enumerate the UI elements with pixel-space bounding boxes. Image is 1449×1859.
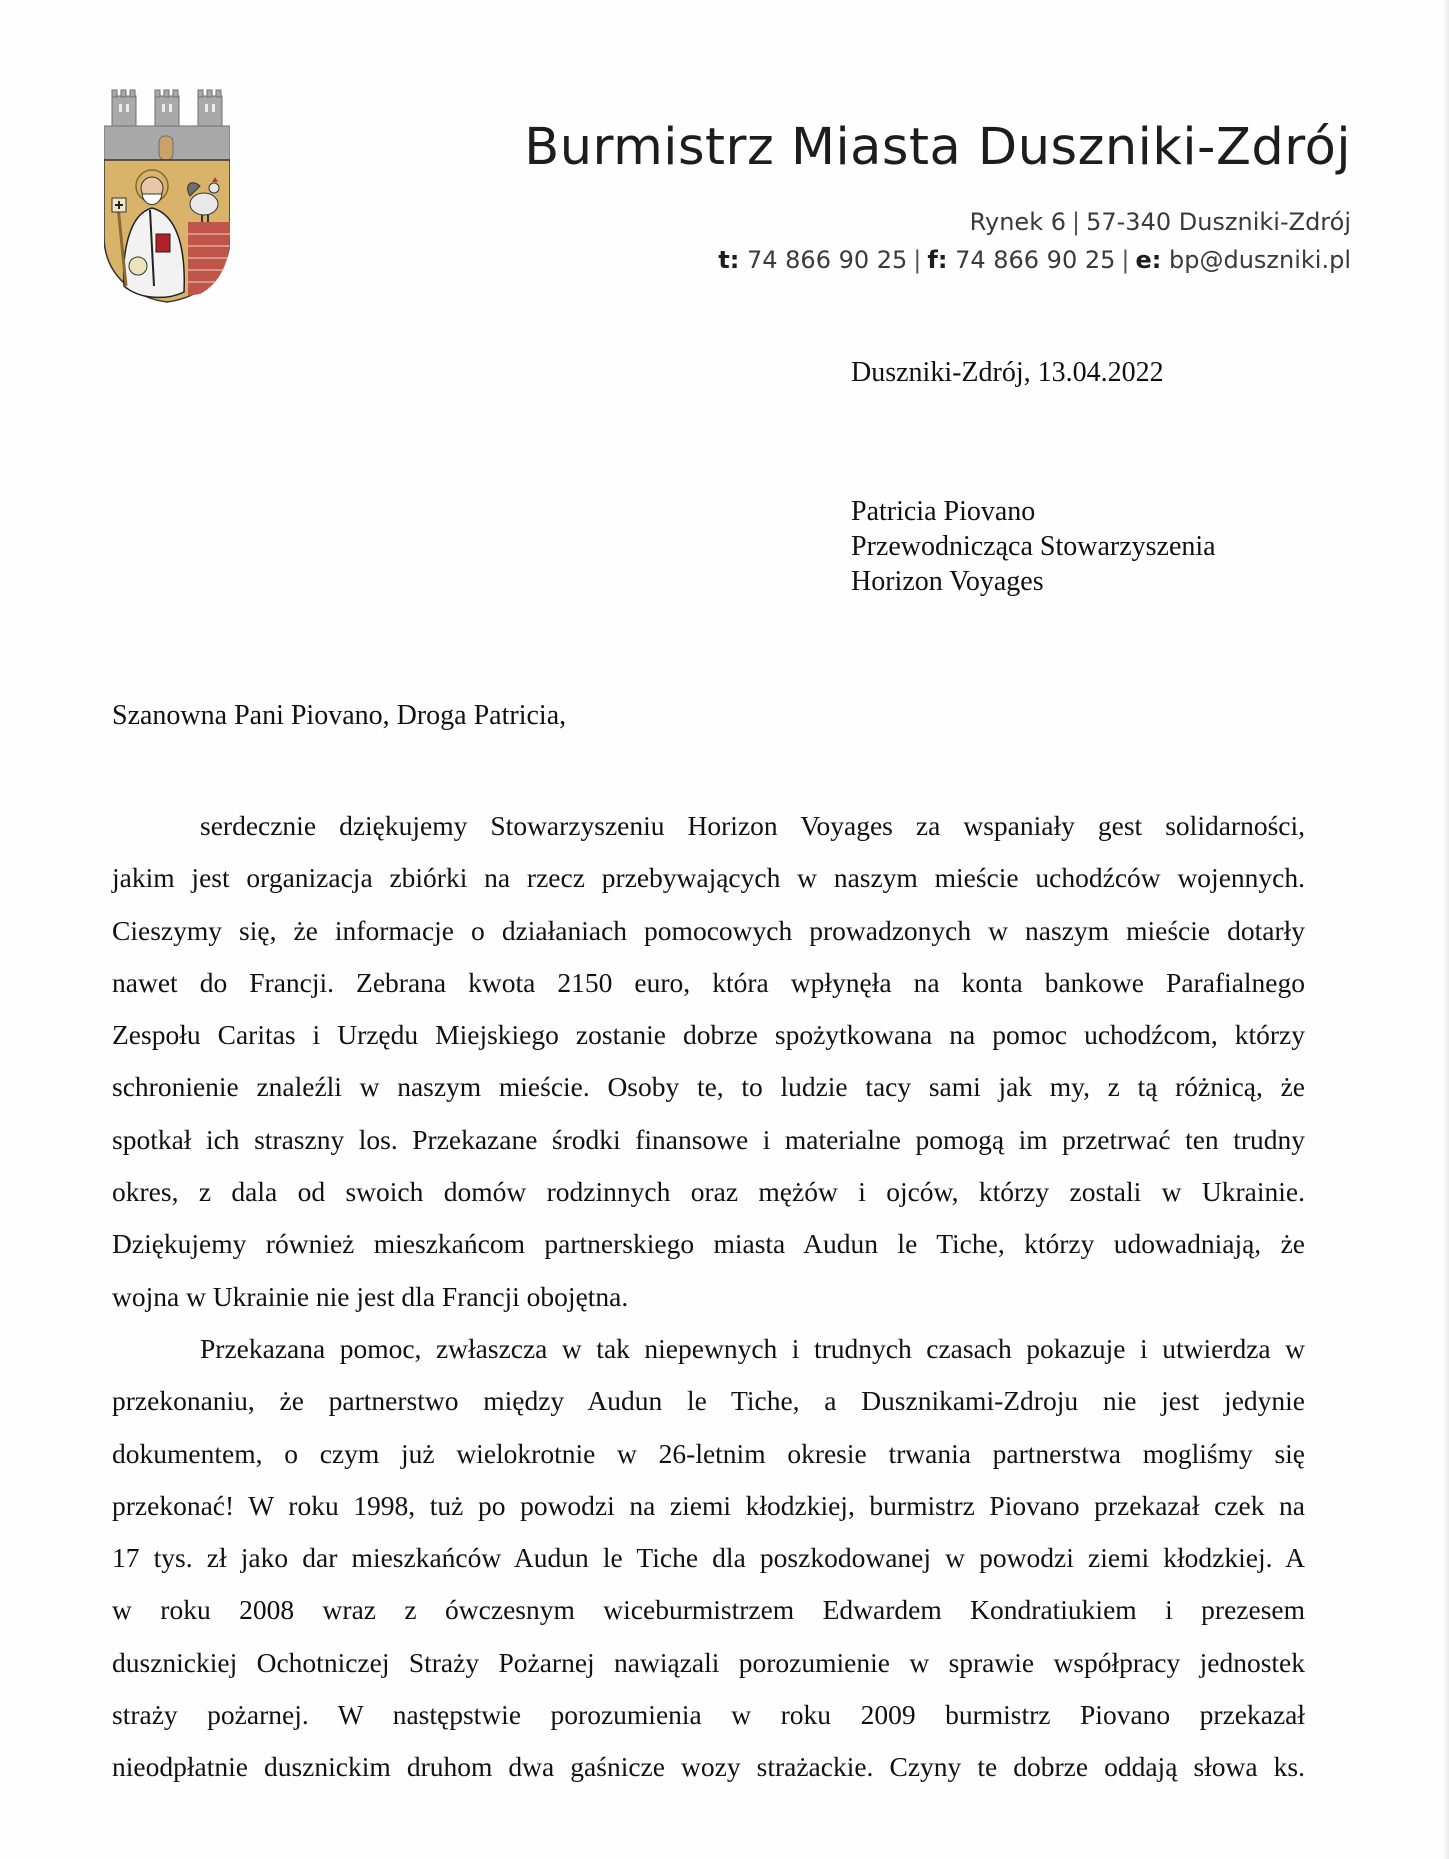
fax-number: 74 866 90 25	[955, 246, 1116, 274]
separator: |	[1072, 208, 1081, 236]
separator: |	[913, 246, 922, 274]
recipient-role: Przewodnicząca Stowarzyszenia	[851, 531, 1216, 562]
body-line: dokumentem, o czym już wielokrotnie w 26-letnim okresie trwania partnerstwa mogliśmy się	[112, 1437, 1305, 1469]
fax-label: f:	[927, 246, 948, 274]
email-address: bp@duszniki.pl	[1169, 246, 1351, 274]
salutation: Szanowna Pani Piovano, Droga Patricia,	[112, 700, 567, 731]
body-line: Cieszymy się, że informacje o działaniach pomocowych prowadzonych w naszym mieście dotarły	[112, 914, 1305, 946]
page-edge-shadow	[1443, 0, 1449, 1859]
body-line: nawet do Francji. Zebrana kwota 2150 euro, która wpłynęła na konta bankowe Parafialnego	[112, 966, 1305, 998]
letterhead-address	[970, 208, 1351, 236]
body-line: serdecznie dziękujemy Stowarzyszeniu Horizon Voyages za wspaniały gest solidarności,	[200, 810, 1305, 841]
letter-body	[112, 800, 1305, 1794]
body-line: przekonaniu, że partnerstwo między Audun le Tiche, a Dusznikami-Zdroju nie jest jedynie	[112, 1385, 1305, 1417]
body-line: jakim jest organizacja zbiórki na rzecz przebywających w naszym mieście uchodźców wojennych.	[112, 862, 1305, 894]
body-line: 17 tys. zł jako dar mieszkańców Audun le Tiche dla poszkodowanej w powodzi ziemi kłodzkiej. A	[112, 1542, 1305, 1574]
body-line: spotkał ich straszny los. Przekazane środki finansowe i materialne pomogą im przetrwać ten trudny	[112, 1123, 1305, 1155]
body-line: Dziękujemy również mieszkańcom partnerskiego miasta Audun le Tiche, którzy udowadniają, że	[112, 1228, 1305, 1260]
date-line: Duszniki-Zdrój, 13.04.2022	[851, 357, 1164, 388]
body-line: Przekazana pomoc, zwłaszcza w tak niepewnych i trudnych czasach pokazuje i utwierdza w	[200, 1332, 1305, 1364]
address-postal-city: 57-340 Duszniki-Zdrój	[1086, 208, 1351, 236]
body-line: przekonać! W roku 1998, tuż po powodzi na ziemi kłodzkiej, burmistrz Piovano przekazał czek na	[112, 1489, 1305, 1521]
body-line: okres, z dala od swoich domów rodzinnych oraz mężów i ojców, którzy zostali w Ukrainie.	[112, 1176, 1305, 1208]
body-line: nieodpłatnie dusznickim druhom dwa gaśnicze wozy strażackie. Czyny te dobrze oddają słowa ks.	[112, 1751, 1305, 1783]
body-line: dusznickiej Ochotniczej Straży Pożarnej nawiązali porozumienie w sprawie współpracy jednostek	[112, 1646, 1305, 1678]
phone-number: 74 866 90 25	[746, 246, 908, 274]
separator: |	[1121, 246, 1130, 274]
body-line: straży pożarnej. W następstwie porozumienia w roku 2009 burmistrz Piovano przekazał	[112, 1699, 1305, 1731]
body-line: schronienie znaleźli w naszym mieście. Osoby te, to ludzie tacy sami jak my, z tą różnicą, że	[112, 1071, 1305, 1103]
address-street: Rynek 6	[969, 208, 1066, 236]
body-line: wojna w Ukrainie nie jest dla Francji obojętna.	[112, 1280, 629, 1312]
letterhead-title: Burmistrz Miasta Duszniki-Zdrój	[524, 118, 1351, 177]
coat-of-arms-icon	[104, 86, 230, 304]
letterhead-contact	[718, 246, 1351, 274]
recipient-organization: Horizon Voyages	[851, 566, 1044, 597]
body-line: w roku 2008 wraz z ówczesnym wiceburmistrzem Edwardem Kondratiukiem i prezesem	[112, 1594, 1305, 1626]
phone-label: t:	[718, 246, 740, 274]
recipient-block	[851, 494, 1216, 599]
body-line: Zespołu Caritas i Urzędu Miejskiego zostanie dobrze spożytkowana na pomoc uchodźcom, którzy	[112, 1019, 1305, 1051]
email-label: e:	[1135, 246, 1162, 274]
recipient-name: Patricia Piovano	[851, 496, 1036, 527]
